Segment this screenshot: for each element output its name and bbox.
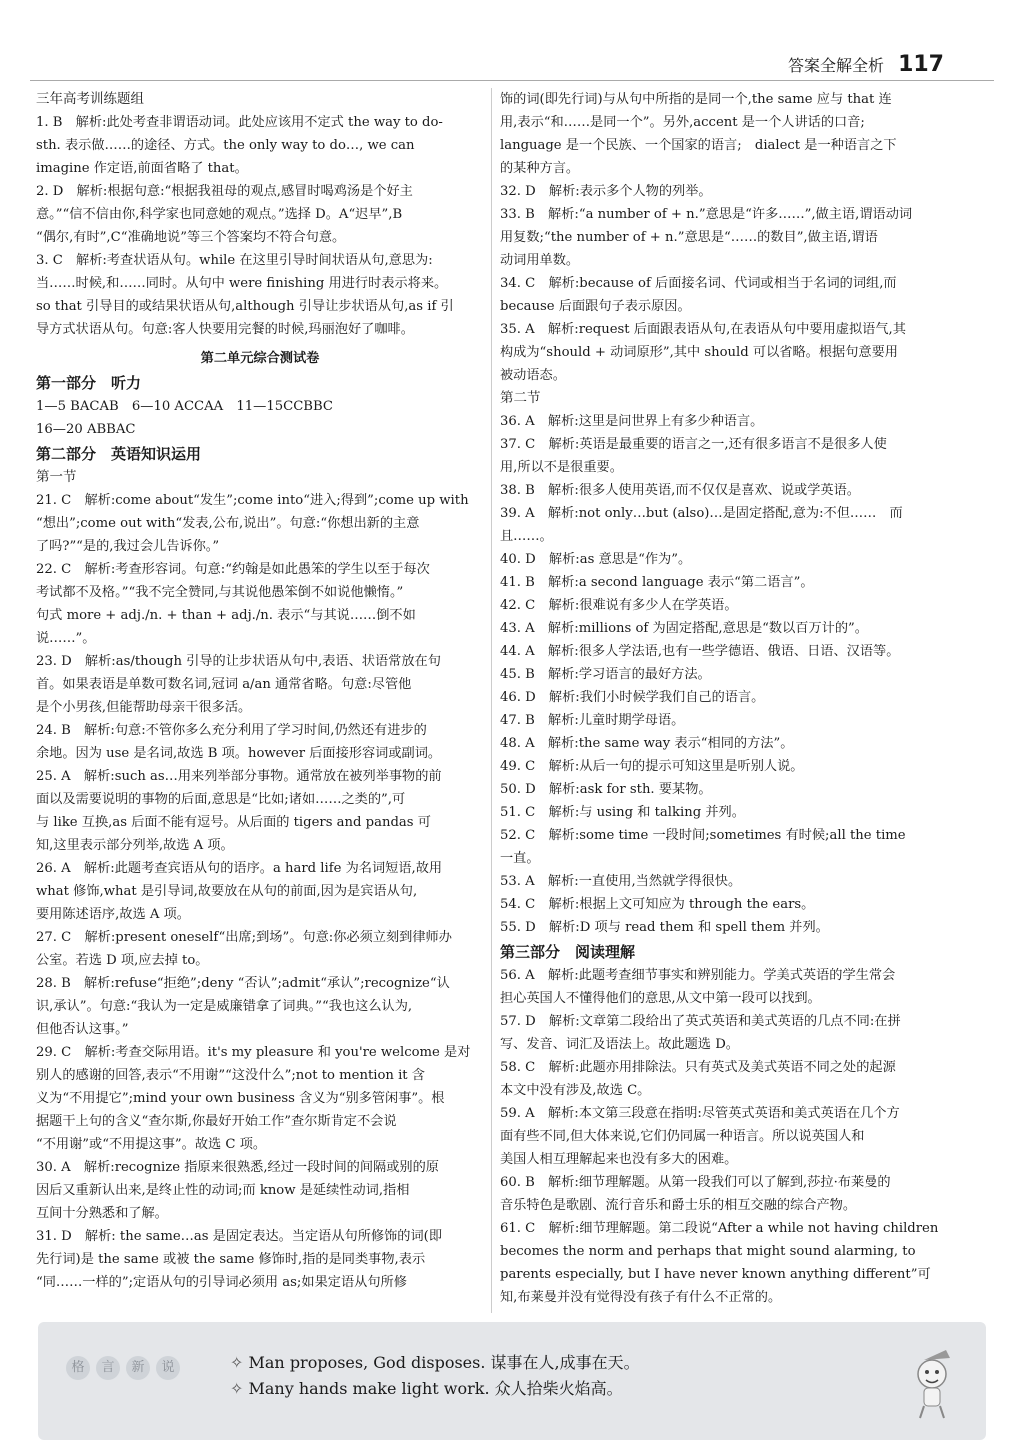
answer-line: 50. D 解析:ask for sth. 要某物。: [500, 782, 712, 797]
answer-line: 美国人相互理解起来也没有多大的困难。: [500, 1152, 738, 1167]
answer-line: 45. B 解析:学习语言的最好方法。: [500, 667, 711, 682]
answer-line: 识,承认”。句意:“我认为一定是威廉错拿了词典。”“我也这么认为,: [36, 999, 413, 1014]
answer-line: 28. B 解析:refuse“拒绝”;deny “否认”;admit“承认”;recognize“认: [36, 976, 450, 991]
page-number: 117: [898, 52, 944, 77]
header-rule: [30, 80, 994, 81]
answer-line: 首。如果表语是单数可数名词,冠词 a/an 通常省略。句意:尽管他: [36, 677, 412, 692]
answer-line: 动词用单数。: [500, 253, 580, 268]
answer-line: “不用谢”或“不用提这事”。故选 C 项。: [36, 1137, 267, 1152]
header-title: 答案全解全析: [788, 56, 885, 75]
answer-line: 被动语态。: [500, 368, 566, 383]
answer-line: 43. A 解析:millions of 为固定搭配,意思是“数以百万计的”。: [500, 621, 868, 636]
answer-line: 24. B 解析:句意:不管你多么充分利用了学习时间,仍然还有进步的: [36, 723, 427, 738]
answer-line: 34. C 解析:because of 后面接名词、代词或相当于名词的词组,而: [500, 276, 897, 291]
answer-line: 1—5 BACAB 6—10 ACCAA 11—15CCBBC: [36, 399, 334, 414]
answer-line: 44. A 解析:很多人学法语,也有一些学德语、俄语、日语、汉语等。: [500, 644, 900, 659]
part-heading: 第二部分 英语知识运用: [36, 445, 202, 463]
answer-line: 58. C 解析:此题亦用排除法。只有英式及美式英语不同之处的起源: [500, 1060, 896, 1075]
answer-line: 46. D 解析:我们小时候学我们自己的语言。: [500, 690, 765, 705]
answer-line: 51. C 解析:与 using 和 talking 并列。: [500, 805, 745, 820]
answer-line: 61. C 解析:细节理解题。第二段说“After a while not having children: [500, 1221, 939, 1236]
answer-line: 23. D 解析:as/though 引导的让步状语从句中,表语、状语常放在句: [36, 654, 441, 669]
part-heading: 第一部分 听力: [36, 374, 142, 392]
answer-line: 36. A 解析:这里是问世界上有多少种语言。: [500, 414, 764, 429]
answer-line: 用,所以不是很重要。: [500, 460, 623, 475]
answer-line: sth. 表示做……的途径、方式。the only way to do…, we can: [36, 138, 415, 153]
answer-line: 53. A 解析:一直使用,当然就学得很快。: [500, 874, 742, 889]
answer-line: language 是一个民族、一个国家的语言; dialect 是一种语言之下: [500, 138, 897, 153]
answer-line: 写、发音、词汇及语法上。故此题选 D。: [500, 1037, 739, 1052]
subsection-heading: 三年高考训练题组: [36, 91, 144, 107]
answer-line: 30. A 解析:recognize 指原来很熟悉,经过一段时间的间隔或别的原: [36, 1160, 439, 1175]
mascot-icon: [902, 1344, 962, 1424]
answer-line: 因后又重新认出来,是终止性的动词;而 know 是延续性动词,指相: [36, 1183, 410, 1198]
answer-line: 一直。: [500, 851, 540, 866]
answer-line: “偶尔,有时”,C“准确地说”等三个答案均不符合句意。: [36, 230, 346, 245]
right-column: [500, 88, 948, 1309]
answer-line: 本文中没有涉及,故选 C。: [500, 1083, 651, 1098]
label-char: 新: [126, 1356, 150, 1380]
answer-line: 了吗?”“是的,我过会儿告诉你。”: [36, 539, 220, 554]
answer-line: 32. D 解析:表示多个人物的列举。: [500, 184, 712, 199]
answer-line: 知,这里表示部分列举,故选 A 项。: [36, 838, 234, 853]
answer-line: 42. C 解析:很难说有多少人在学英语。: [500, 598, 738, 613]
answer-line: 47. B 解析:儿童时期学母语。: [500, 713, 685, 728]
answer-line: 要用陈述语序,故选 A 项。: [36, 907, 190, 922]
proverb-item: ✧ Many hands make light work. 众人拾柴火焰高。: [230, 1376, 640, 1402]
subsection-heading: 第二节: [500, 390, 541, 406]
answer-line: parents especially, but I have never known anything different”可: [500, 1267, 931, 1282]
answer-line: 但他否认这事。”: [36, 1022, 129, 1037]
answer-line: 2. D 解析:根据句意:“根据我祖母的观点,感冒时喝鸡汤是个好主: [36, 184, 413, 199]
page-header: [788, 52, 944, 77]
section-title: 第二单元综合测试卷: [200, 351, 320, 366]
answer-line: 饰的词(即先行词)与从句中所指的是同一个,the same 应与 that 连: [500, 92, 892, 107]
answer-line: 59. A 解析:本文第三段意在指明:尽管英式英语和美式英语在几个方: [500, 1106, 900, 1121]
answer-line: 60. B 解析:细节理解题。从第一段我们可以了解到,莎拉·布莱曼的: [500, 1175, 891, 1190]
answer-line: because 后面跟句子表示原因。: [500, 299, 691, 314]
answer-line: 21. C 解析:come about“发生”;come into“进入;得到”;come up with: [36, 493, 469, 508]
answer-line: 公室。若选 D 项,应去掉 to。: [36, 953, 209, 968]
answer-line: 33. B 解析:“a number of + n.”意思是“许多……”,做主语,谓语动词: [500, 207, 913, 222]
answer-line: 面有些不同,但大体来说,它们仍同属一种语言。所以说英国人和: [500, 1129, 865, 1144]
answer-line: 别人的感谢的回答,表示“不用谢”“这没什么”;not to mention it 含: [36, 1068, 425, 1083]
answer-line: 余地。因为 use 是名词,故选 B 项。however 后面接形容词或副词。: [36, 746, 442, 761]
answer-line: 54. C 解析:根据上文可知应为 through the ears。: [500, 897, 815, 912]
proverb-box: [38, 1322, 986, 1440]
answer-line: 面以及需要说明的事物的后面,意思是“比如;诸如……之类的”,可: [36, 792, 406, 807]
answer-line: “想出”;come out with“发表,公布,说出”。句意:“你想出新的主意: [36, 516, 420, 531]
answer-line: so that 引导目的或结果状语从句,although 引导让步状语从句,as if 引: [36, 299, 454, 314]
answer-line: 16—20 ABBAC: [36, 422, 136, 437]
answer-line: 导方式状语从句。句意:客人快要用完餐的时候,玛丽泡好了咖啡。: [36, 322, 414, 337]
answer-line: 35. A 解析:request 后面跟表语从句,在表语从句中要用虚拟语气,其: [500, 322, 906, 337]
answer-line: 互间十分熟悉和了解。: [36, 1206, 168, 1221]
answer-line: 说……”。: [36, 631, 96, 646]
left-column: [36, 88, 484, 1294]
answer-line: 意。”“信不信由你,科学家也同意她的观点。”选择 D。A“迟早”,B: [36, 207, 403, 222]
answer-line: 26. A 解析:此题考查宾语从句的语序。a hard life 为名词短语,故用: [36, 861, 443, 876]
answer-line: 先行词)是 the same 或被 the same 修饰时,指的是同类事物,表示: [36, 1252, 426, 1267]
answer-line: becomes the norm and perhaps that might sound alarming, to: [500, 1244, 916, 1259]
proverb-label: [66, 1356, 180, 1380]
answer-line: 构成为“should + 动词原形”,其中 should 可以省略。根据句意要用: [500, 345, 898, 360]
answer-line: 当……时候,和……同时。从句中 were finishing 用进行时表示将来。: [36, 276, 448, 291]
answer-line: 37. C 解析:英语是最重要的语言之一,还有很多语言不是很多人使: [500, 437, 887, 452]
answer-line: “同……一样的”;定语从句的引导词必须用 as;如果定语从句所修: [36, 1275, 407, 1290]
answer-line: 义为“不用提它”;mind your own business 含义为“别多管闲事”。根: [36, 1091, 445, 1106]
answer-line: 据题干上句的含义“查尔斯,你最好开始工作”查尔斯肯定不会说: [36, 1114, 397, 1129]
answer-line: 57. D 解析:文章第二段给出了英式英语和美式英语的几点不同:在拼: [500, 1014, 901, 1029]
answer-line: 55. D 解析:D 项与 read them 和 spell them 并列。: [500, 920, 829, 935]
answer-line: imagine 作定语,前面省略了 that。: [36, 161, 248, 176]
proverb-list: [230, 1350, 640, 1402]
label-char: 格: [66, 1356, 90, 1380]
answer-line: 39. A 解析:not only…but (also)…是固定搭配,意为:不但…… 而: [500, 506, 903, 521]
label-char: 说: [156, 1356, 180, 1380]
answer-line: 与 like 互换,as 后面不能有逗号。从后面的 tigers and pandas 可: [36, 815, 431, 830]
label-char: 言: [96, 1356, 120, 1380]
answer-line: 的某种方言。: [500, 161, 580, 176]
part-heading: 第三部分 阅读理解: [500, 943, 636, 961]
answer-line: 25. A 解析:such as…用来列举部分事物。通常放在被列举事物的前: [36, 769, 442, 784]
answer-line: 知,布莱曼并没有觉得没有孩子有什么不正常的。: [500, 1290, 782, 1305]
answer-line: 52. C 解析:some time 一段时间;sometimes 有时候;all the time: [500, 828, 906, 843]
column-divider: [491, 88, 492, 1313]
answer-line: 是个小男孩,但能帮助母亲干很多活。: [36, 700, 252, 715]
answer-line: 担心英国人不懂得他们的意思,从文中第一段可以找到。: [500, 991, 821, 1006]
answer-line: 1. B 解析:此处考查非谓语动词。此处应该用不定式 the way to do-: [36, 115, 443, 130]
answer-line: 用,表示“和……是同一个”。另外,accent 是一个人讲话的口音;: [500, 115, 865, 130]
answer-line: 31. D 解析: the same…as 是固定表达。当定语从句所修饰的词(即: [36, 1229, 443, 1244]
answer-line: 48. A 解析:the same way 表示“相同的方法”。: [500, 736, 794, 751]
answer-line: 41. B 解析:a second language 表示“第二语言”。: [500, 575, 814, 590]
answer-line: 38. B 解析:很多人使用英语,而不仅仅是喜欢、说或学英语。: [500, 483, 860, 498]
answer-line: 3. C 解析:考查状语从句。while 在这里引导时间状语从句,意思为:: [36, 253, 433, 268]
answer-line: 考试都不及格。”“我不完全赞同,与其说他愚笨倒不如说他懒惰。”: [36, 585, 404, 600]
subsection-heading: 第一节: [36, 469, 77, 485]
answer-line: 22. C 解析:考查形容词。句意:“约翰是如此愚笨的学生以至于每次: [36, 562, 430, 577]
answer-line: 56. A 解析:此题考查细节事实和辨别能力。学美式英语的学生常会: [500, 968, 896, 983]
answer-line: 27. C 解析:present oneself“出席;到场”。句意:你必须立刻到律师办: [36, 930, 452, 945]
answer-line: 音乐特色是歌剧、流行音乐和爵士乐的相互交融的综合产物。: [500, 1198, 857, 1213]
answer-line: 且……。: [500, 529, 553, 544]
answer-line: 40. D 解析:as 意思是“作为”。: [500, 552, 692, 567]
proverb-item: ✧ Man proposes, God disposes. 谋事在人,成事在天。: [230, 1350, 640, 1376]
answer-line: 49. C 解析:从后一句的提示可知这里是听别人说。: [500, 759, 804, 774]
answer-line: 用复数;“the number of + n.”意思是“……的数目”,做主语,谓语: [500, 230, 878, 245]
answer-line: 29. C 解析:考查交际用语。it's my pleasure 和 you're welcome 是对: [36, 1045, 471, 1060]
answer-line: 句式 more + adj./n. + than + adj./n. 表示“与其说……倒不如: [36, 608, 416, 623]
answer-line: what 修饰,what 是引导词,故要放在从句的前面,因为是宾语从句,: [36, 884, 418, 899]
